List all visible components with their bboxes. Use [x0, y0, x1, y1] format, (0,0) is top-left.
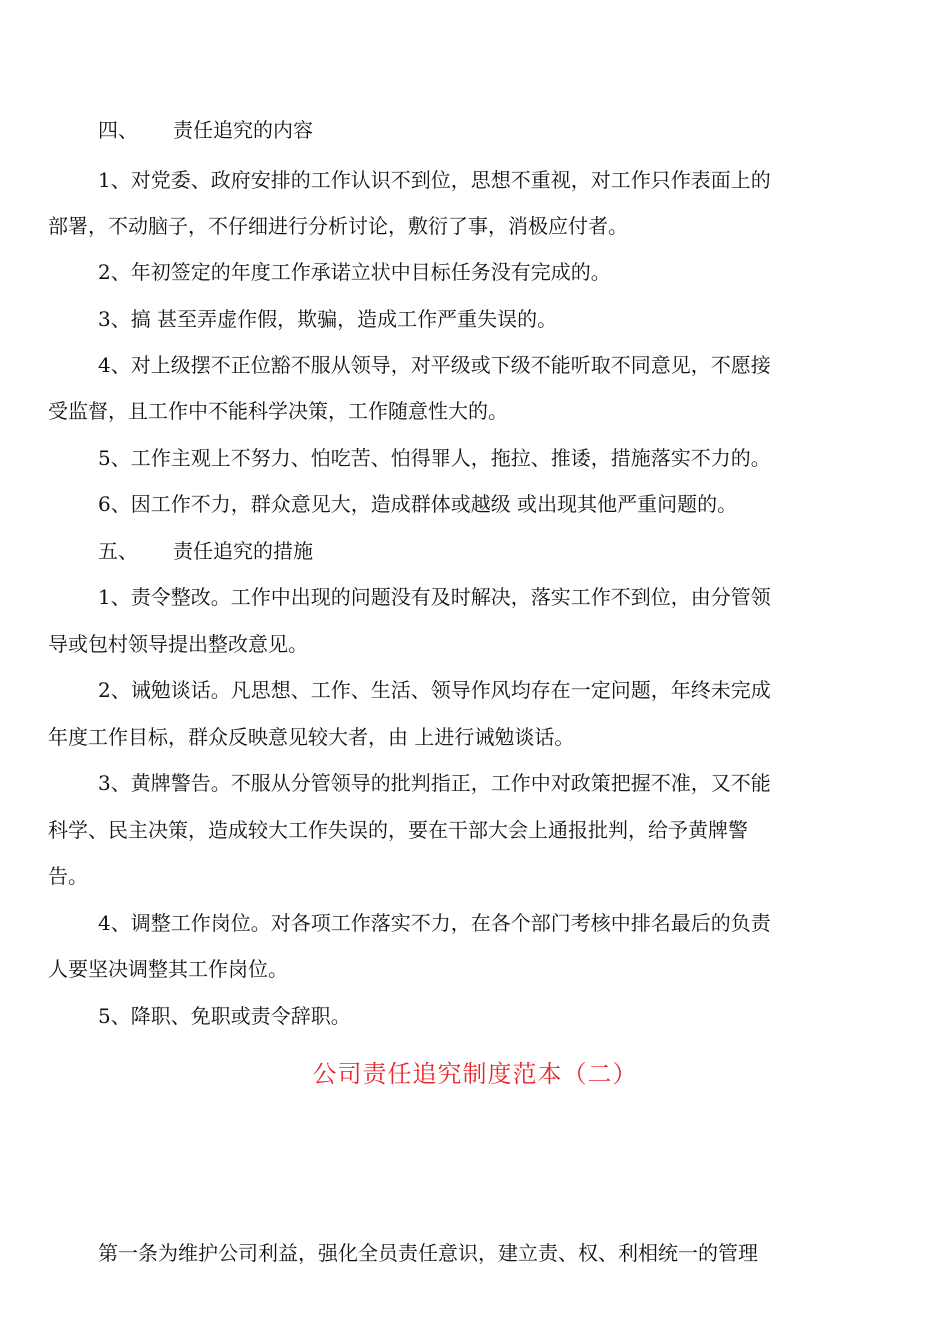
paragraph-line: 部署，不动脑子，不仔细进行分析讨论，敷衍了事，消极应付者。 [48, 214, 628, 238]
paragraph-line: 3、搞 甚至弄虚作假，欺骗，造成工作严重失误的。 [98, 307, 558, 331]
paragraph-line: 受监督，且工作中不能科学决策，工作随意性大的。 [48, 399, 508, 423]
paragraph-line: 导或包村领导提出整改意见。 [48, 632, 308, 656]
paragraph-line: 2、诫勉谈话。凡思想、工作、生活、领导作风均存在一定问题，年终未完成 [98, 678, 771, 702]
section-heading-4 [98, 117, 950, 143]
paragraph-line: 3、黄牌警告。不服从分管领导的批判指正，工作中对政策把握不准，又不能 [98, 771, 771, 795]
paragraph-line: 科学、民主决策，造成较大工作失误的，要在干部大会上通报批判，给予黄牌警 [48, 818, 748, 842]
section-number: 五、 [98, 539, 138, 563]
document-title: 公司责任追究制度范本（二） [312, 1060, 638, 1088]
paragraph-line: 告。 [48, 864, 88, 888]
section-heading-5 [98, 538, 950, 564]
paragraph-line: 年度工作目标，群众反映意见较大者，由 上进行诫勉谈话。 [48, 725, 575, 749]
paragraph-line: 4、调整工作岗位。对各项工作落实不力，在各个部门考核中排名最后的负责 [98, 911, 771, 935]
paragraph-line: 1、对党委、政府安排的工作认识不到位，思想不重视，对工作只作表面上的 [98, 168, 771, 192]
paragraph-line: 4、对上级摆不正位豁不服从领导，对平级或下级不能听取不同意见，不愿接 [98, 353, 771, 377]
paragraph-line: 2、年初签定的年度工作承诺立状中目标任务没有完成的。 [98, 260, 611, 284]
section-number: 四、 [98, 118, 138, 142]
section-title: 责任追究的措施 [173, 539, 313, 563]
paragraph-line: 第一条为维护公司利益，强化全员责任意识，建立责、权、利相统一的管理 [98, 1241, 758, 1265]
paragraph-line: 6、因工作不力，群众意见大，造成群体或越级 或出现其他严重问题的。 [98, 492, 738, 516]
paragraph-line: 1、责令整改。工作中出现的问题没有及时解决，落实工作不到位，由分管领 [98, 585, 771, 609]
paragraph-line: 5、工作主观上不努力、怕吃苦、怕得罪人，拖拉、推诿，措施落实不力的。 [98, 446, 771, 470]
paragraph-line: 人要坚决调整其工作岗位。 [48, 957, 288, 981]
paragraph-line: 5、降职、免职或责令辞职。 [98, 1004, 351, 1028]
section-title: 责任追究的内容 [173, 118, 313, 142]
